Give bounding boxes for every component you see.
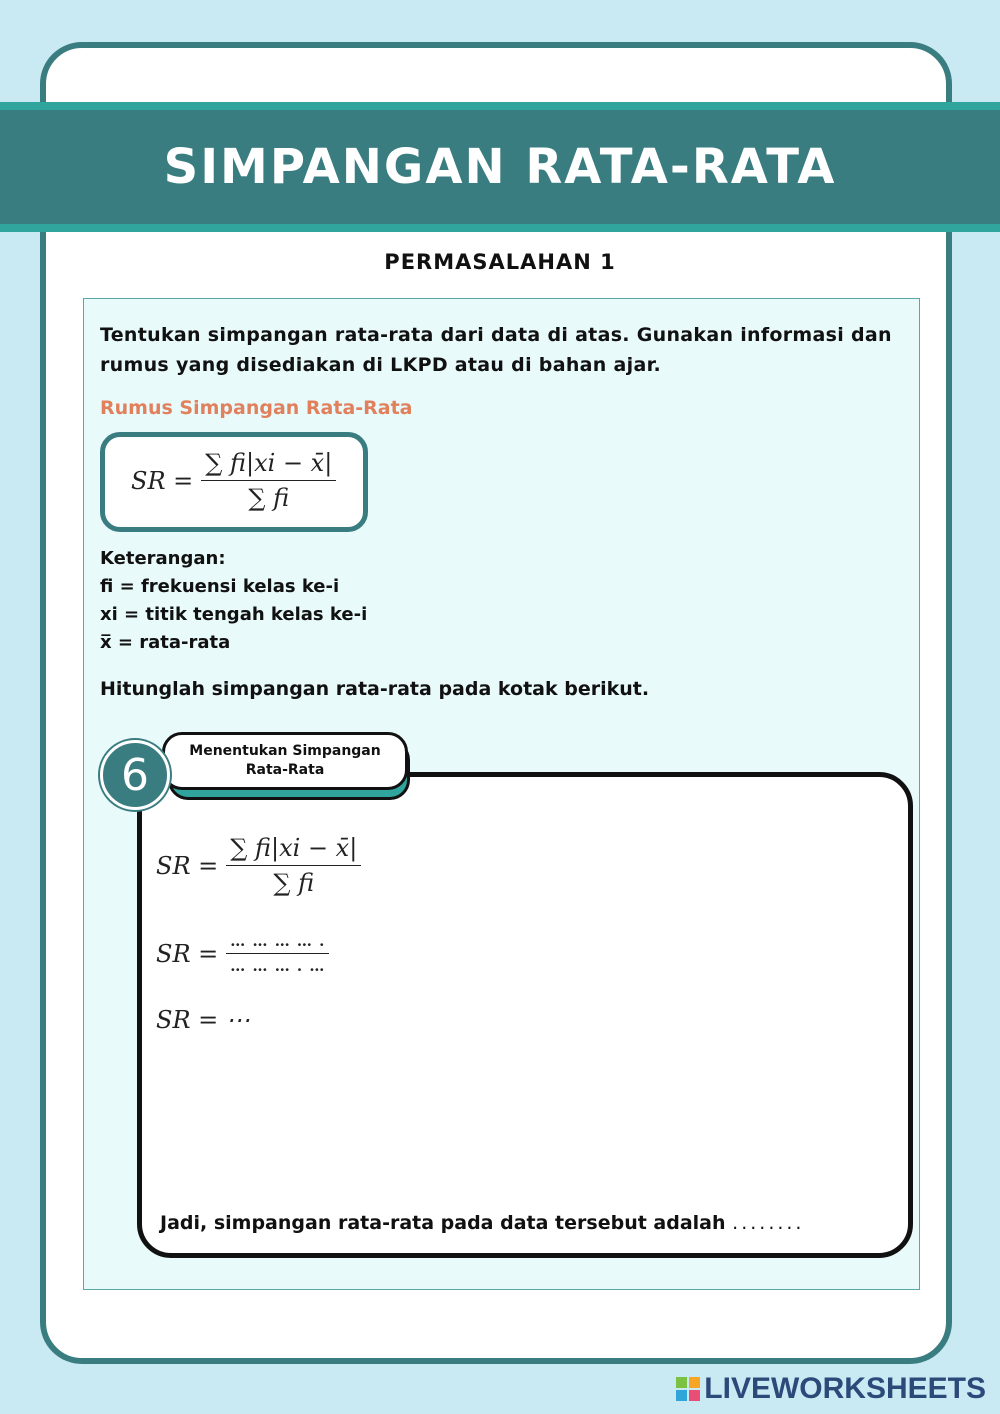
- work-substitution-line[interactable]: [156, 932, 329, 975]
- conclusion: [160, 1212, 804, 1234]
- liveworksheets-logo: [676, 1372, 986, 1406]
- conclusion-text: Jadi, simpangan rata-rata pada data tersebut adalah: [160, 1212, 726, 1234]
- title-banner: [0, 102, 1000, 232]
- legend-xi: xi = titik tengah kelas ke-i: [100, 604, 368, 625]
- instruction-text: Hitunglah simpangan rata-rata pada kotak berikut.: [100, 678, 650, 700]
- work-line-2-numerator-blank[interactable]: … … … … .: [226, 932, 329, 954]
- work-line-1-fraction: [226, 834, 361, 897]
- work-result-line[interactable]: SR = ⋯: [156, 1006, 250, 1034]
- formula-denominator: ∑ fi: [248, 484, 290, 512]
- work-line-1-denominator: ∑ fi: [273, 869, 315, 897]
- formula: [131, 449, 336, 512]
- formula-fraction: [201, 449, 336, 512]
- intro-line-1: Tentukan simpangan rata-rata dari data di atas. Gunakan informasi dan: [100, 324, 892, 346]
- liveworksheets-icon: [676, 1377, 700, 1401]
- step-tab-line-2: Rata-Rata: [245, 762, 325, 778]
- conclusion-answer-blank[interactable]: ........: [732, 1212, 805, 1234]
- step-tab: [162, 732, 408, 790]
- legend-fi: fi = frekuensi kelas ke-i: [100, 576, 340, 597]
- step-number-badge: 6: [100, 740, 170, 810]
- work-line-2-fraction[interactable]: [226, 932, 329, 975]
- legend-xbar: x̅ = rata-rata: [100, 632, 231, 653]
- formula-lhs: SR =: [131, 466, 194, 495]
- intro-line-2: rumus yang disediakan di LKPD atau di bahan ajar.: [100, 354, 662, 376]
- work-line-2-lhs: SR =: [156, 939, 219, 968]
- formula-title: Rumus Simpangan Rata-Rata: [100, 397, 413, 419]
- work-line-1-numerator: ∑ fi|xi − x̄|: [226, 834, 361, 866]
- formula-box: [100, 432, 368, 532]
- work-formula-line: [156, 834, 361, 897]
- step-tab-line-1: Menentukan Simpangan: [189, 743, 381, 759]
- formula-numerator: ∑ fi|xi − x̄|: [201, 449, 336, 481]
- work-line-2-denominator-blank[interactable]: … … … . …: [230, 957, 326, 975]
- intro-text: [100, 320, 900, 380]
- problem-heading: PERMASALAHAN 1: [384, 250, 616, 274]
- page-title: SIMPANGAN RATA-RATA: [163, 139, 837, 195]
- legend: [100, 545, 367, 657]
- legend-heading: Keterangan:: [100, 548, 226, 569]
- liveworksheets-text: LIVEWORKSHEETS: [704, 1372, 986, 1405]
- work-line-1-lhs: SR =: [156, 851, 219, 880]
